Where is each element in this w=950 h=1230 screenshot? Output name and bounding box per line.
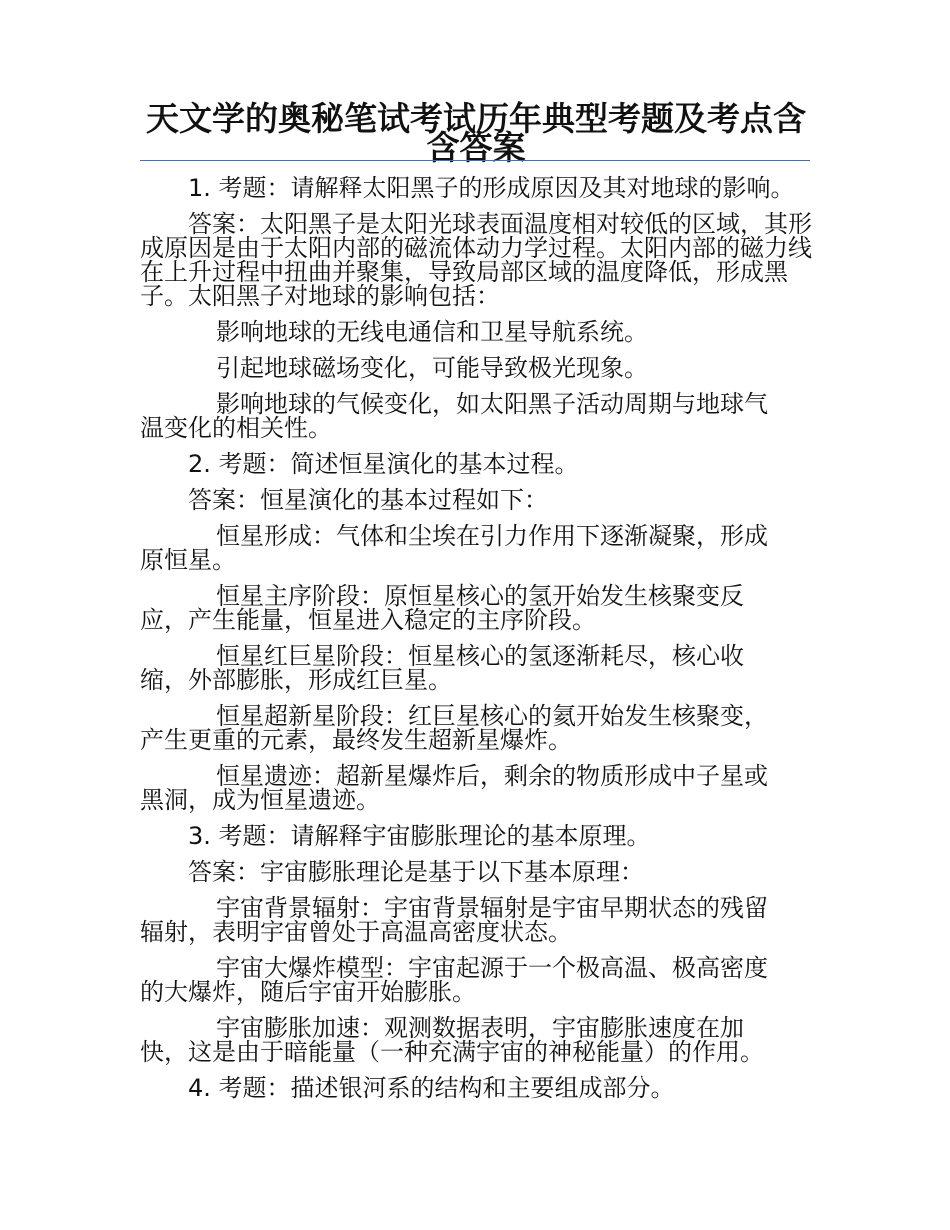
answer-2-item-4: 恒星超新星阶段：红巨星核心的氦开始发生核聚变，产生更重的元素，最终发生超新星爆炸。	[140, 702, 768, 754]
question-3: 3. 考题：请解释宇宙膨胀理论的基本原理。	[188, 822, 651, 850]
answer-2-item-5: 恒星遗迹：超新星爆炸后，剩余的物质形成中子星或黑洞，成为恒星遗迹。	[140, 762, 768, 814]
answer-1-item-1: 影响地球的无线电通信和卫星导航系统。	[216, 318, 648, 346]
answer-2-item-3: 恒星红巨星阶段：恒星核心的氢逐渐耗尽，核心收缩，外部膨胀，形成红巨星。	[140, 642, 744, 694]
answer-1-item-2: 引起地球磁场变化，可能导致极光现象。	[216, 354, 648, 382]
answer-3-item-3: 宇宙膨胀加速：观测数据表明，宇宙膨胀速度在加快，这是由于暗能量（一种充满宇宙的神秘能量）的作用。	[140, 1014, 764, 1066]
answer-1-item-3: 影响地球的气候变化，如太阳黑子活动周期与地球气温变化的相关性。	[140, 390, 768, 442]
title-underline	[140, 160, 810, 161]
answer-2-item-2: 恒星主序阶段：原恒星核心的氢开始发生核聚变反应，产生能量，恒星进入稳定的主序阶段。	[140, 582, 744, 634]
answer-3: 答案：宇宙膨胀理论是基于以下基本原理：	[188, 858, 644, 886]
question-1: 1. 考题：请解释太阳黑子的形成原因及其对地球的影响。	[188, 174, 795, 202]
answer-2: 答案：恒星演化的基本过程如下：	[188, 486, 548, 514]
document-title: 天文学的奥秘笔试考试历年典型考题及考点含含答案	[146, 99, 806, 167]
question-2: 2. 考题：简述恒星演化的基本过程。	[188, 450, 579, 478]
question-4: 4. 考题：描述银河系的结构和主要组成部分。	[188, 1074, 675, 1102]
answer-3-item-2: 宇宙大爆炸模型：宇宙起源于一个极高温、极高密度的大爆炸，随后宇宙开始膨胀。	[140, 954, 768, 1006]
answer-2-item-1: 恒星形成：气体和尘埃在引力作用下逐渐凝聚，形成原恒星。	[140, 522, 768, 574]
answer-3-item-1: 宇宙背景辐射：宇宙背景辐射是宇宙早期状态的残留辐射，表明宇宙曾处于高温高密度状态。	[140, 894, 768, 946]
document-body	[140, 176, 812, 1112]
answer-1: 答案：太阳黑子是太阳光球表面温度相对较低的区域，其形成原因是由于太阳内部的磁流体动力学过程。太阳内部的磁力线在上升过程中扭曲并聚集，导致局部区域的温度降低，形成黑子。太阳黑子对地球的影响包括：	[140, 210, 812, 310]
